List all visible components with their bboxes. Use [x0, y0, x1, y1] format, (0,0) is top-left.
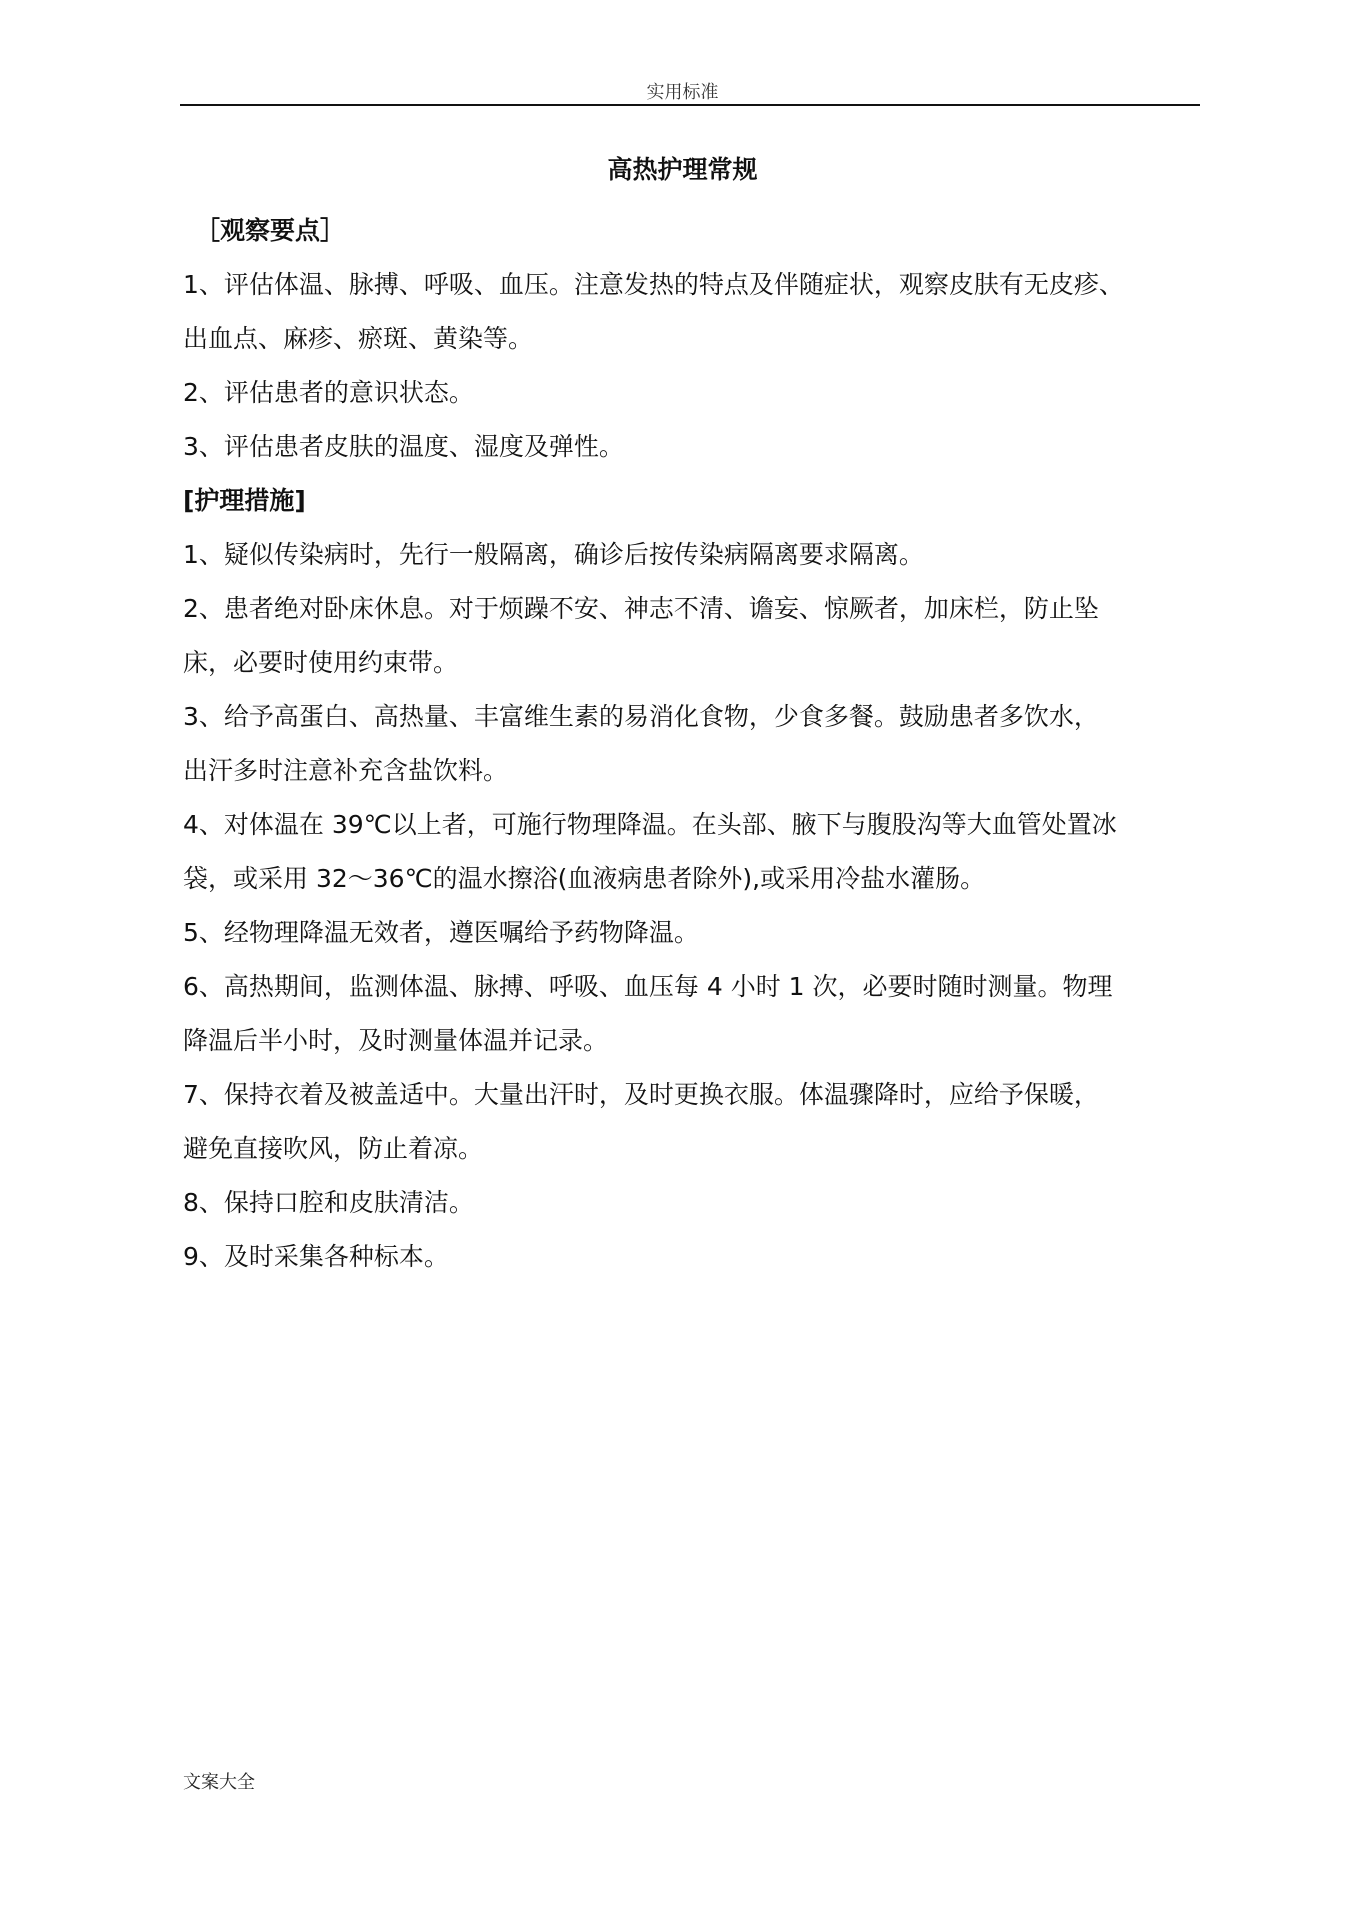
header-rule — [180, 104, 1200, 106]
paragraph-line: 2、患者绝对卧床休息。对于烦躁不安、神志不清、谵妄、惊厥者，加床栏，防止坠 — [183, 594, 1099, 623]
paragraph-line: 床，必要时使用约束带。 — [183, 648, 459, 677]
section-observation — [183, 204, 1203, 474]
paragraph-line: 3、给予高蛋白、高热量、丰富维生素的易消化食物，少食多餐。鼓励患者多饮水， — [183, 702, 1099, 731]
paragraph-line: 7、保持衣着及被盖适中。大量出汗时，及时更换衣服。体温骤降时，应给予保暖， — [183, 1080, 1099, 1109]
paragraph-line: 避免直接吹风，防止着凉。 — [183, 1134, 484, 1163]
paragraph-line: 2、评估患者的意识状态。 — [183, 378, 474, 407]
document-title: 高热护理常规 — [607, 155, 758, 184]
page-header: 实用标准 — [646, 82, 719, 103]
paragraph-line: 8、保持口腔和皮肤清洁。 — [183, 1188, 474, 1217]
paragraph-line: 5、经物理降温无效者，遵医嘱给予药物降温。 — [183, 918, 699, 947]
paragraph-line: 9、及时采集各种标本。 — [183, 1242, 449, 1271]
paragraph-line: 3、评估患者皮肤的温度、湿度及弹性。 — [183, 432, 624, 461]
paragraph-line: 出血点、麻疹、瘀斑、黄染等。 — [183, 324, 534, 353]
document-body — [183, 204, 1203, 1284]
paragraph-line: 袋，或采用 32～36℃的温水擦浴(血液病患者除外),或采用冷盐水灌肠。 — [183, 864, 986, 893]
section-nursing-measures — [183, 474, 1203, 1284]
page-footer: 文案大全 — [183, 1772, 255, 1793]
paragraph-line: 4、对体温在 39℃以上者，可施行物理降温。在头部、腋下与腹股沟等大血管处置冰 — [183, 810, 1117, 839]
paragraph-line: 6、高热期间，监测体温、脉搏、呼吸、血压每 4 小时 1 次，必要时随时测量。物理 — [183, 972, 1113, 1001]
section-heading-observation: ［观察要点］ — [195, 216, 346, 245]
paragraph-line: 1、评估体温、脉搏、呼吸、血压。注意发热的特点及伴随症状，观察皮肤有无皮疹、 — [183, 270, 1124, 299]
paragraph-line: 降温后半小时，及时测量体温并记录。 — [183, 1026, 609, 1055]
paragraph-line: 出汗多时注意补充含盐饮料。 — [183, 756, 509, 785]
paragraph-line: 1、疑似传染病时，先行一般隔离，确诊后按传染病隔离要求隔离。 — [183, 540, 924, 569]
section-heading-nursing: [护理措施] — [183, 486, 306, 515]
